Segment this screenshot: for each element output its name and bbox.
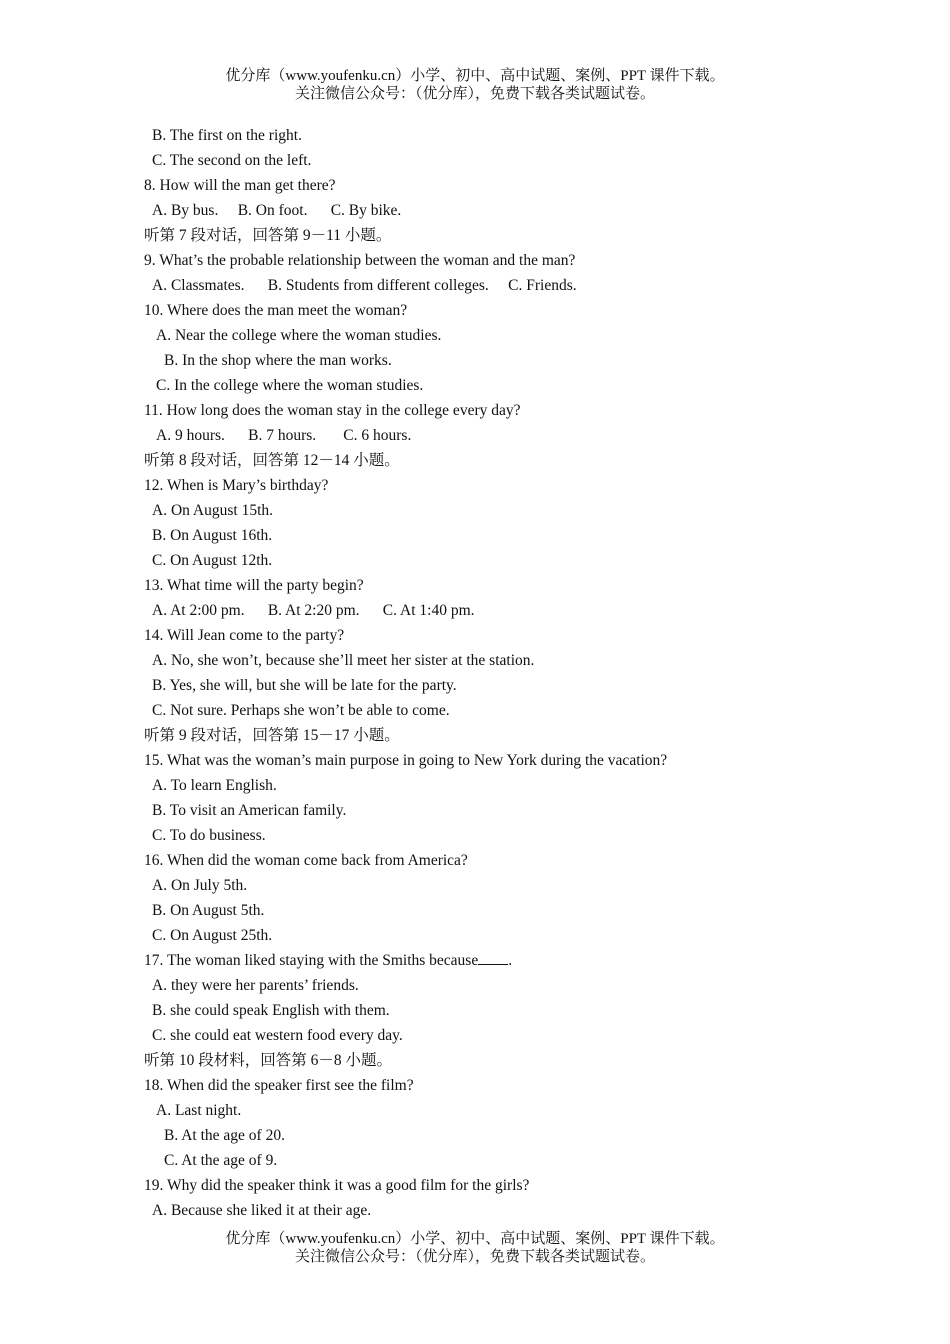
line-text: B. In the shop where the man works. [164, 352, 392, 369]
line-text: B. she could speak English with them. [152, 1002, 390, 1019]
answer-option [144, 373, 844, 398]
footer-line-1: 优分库（www.youfenku.cn）小学、初中、高中试题、案例、PPT 课件下载。 [225, 1231, 725, 1247]
line-text: 9. What’s the probable relationship between the woman and the man? [144, 252, 576, 269]
question-text [144, 1173, 844, 1198]
question-text [144, 473, 844, 498]
line-text: A. At 2:00 pm. B. At 2:20 pm. C. At 1:40 pm. [152, 602, 475, 619]
answer-option [144, 423, 844, 448]
question-text [144, 848, 844, 873]
line-text: A. By bus. B. On foot. C. By bike. [152, 202, 402, 219]
line-text: C. Not sure. Perhaps she won’t be able to come. [152, 702, 450, 719]
answer-blank [478, 950, 508, 965]
line-text: B. On August 16th. [152, 527, 273, 544]
line-text: 18. When did the speaker first see the film? [144, 1077, 414, 1094]
answer-option [144, 198, 844, 223]
line-text: C. The second on the left. [152, 152, 312, 169]
answer-option [144, 898, 844, 923]
section-instruction [144, 223, 844, 248]
line-text: 11. How long does the woman stay in the college every day? [144, 402, 521, 419]
answer-option [144, 648, 844, 673]
answer-option [144, 798, 844, 823]
line-text: A. No, she won’t, because she’ll meet her sister at the station. [152, 652, 535, 669]
section-instruction [144, 448, 844, 473]
page-footer [0, 1230, 950, 1266]
line-text: A. Because she liked it at their age. [152, 1202, 372, 1219]
answer-option [144, 273, 844, 298]
header-line-1: 优分库（www.youfenku.cn）小学、初中、高中试题、案例、PPT 课件下载。 [225, 68, 725, 84]
question-text [144, 623, 844, 648]
answer-option [144, 123, 844, 148]
line-text: C. she could eat western food every day. [152, 1027, 403, 1044]
line-text: C. On August 25th. [152, 927, 273, 944]
line-text: 15. What was the woman’s main purpose in going to New York during the vacation? [144, 752, 668, 769]
line-text: A. Classmates. B. Students from different colleges. C. Friends. [152, 277, 577, 294]
line-text: A. To learn English. [152, 777, 277, 794]
question-text [144, 398, 844, 423]
line-text: 听第 10 段材料，回答第 6－8 小题。 [144, 1052, 393, 1069]
line-text: A. On August 15th. [152, 502, 273, 519]
line-text: A. 9 hours. B. 7 hours. C. 6 hours. [156, 427, 412, 444]
line-text: A. they were her parents’ friends. [152, 977, 359, 994]
answer-option [144, 1148, 844, 1173]
answer-option [144, 498, 844, 523]
line-text: A. Last night. [156, 1102, 242, 1119]
question-text [144, 948, 844, 973]
answer-option [144, 923, 844, 948]
question-text [144, 748, 844, 773]
answer-option [144, 323, 844, 348]
line-text: 10. Where does the man meet the woman? [144, 302, 408, 319]
section-instruction [144, 723, 844, 748]
line-text: A. Near the college where the woman studies. [156, 327, 442, 344]
answer-option [144, 998, 844, 1023]
answer-option [144, 973, 844, 998]
section-instruction [144, 1048, 844, 1073]
line-text: C. At the age of 9. [164, 1152, 278, 1169]
line-text: A. On July 5th. [152, 877, 248, 894]
answer-option [144, 523, 844, 548]
footer-line-2: 关注微信公众号：（优分库），免费下载各类试题试卷。 [294, 1249, 655, 1265]
question-text [144, 573, 844, 598]
line-text: B. On August 5th. [152, 902, 265, 919]
question-text [144, 1073, 844, 1098]
question-text [144, 248, 844, 273]
page-header [0, 67, 950, 103]
answer-option [144, 148, 844, 173]
line-text: 听第 8 段对话，回答第 12－14 小题。 [144, 452, 400, 469]
line-text: B. The first on the right. [152, 127, 302, 144]
answer-option [144, 873, 844, 898]
question-text [144, 173, 844, 198]
line-text: 19. Why did the speaker think it was a good film for the girls? [144, 1177, 530, 1194]
answer-option [144, 1023, 844, 1048]
line-text: 13. What time will the party begin? [144, 577, 364, 594]
line-text: C. On August 12th. [152, 552, 273, 569]
answer-option [144, 673, 844, 698]
line-text: C. In the college where the woman studies. [156, 377, 424, 394]
line-text: 14. Will Jean come to the party? [144, 627, 345, 644]
line-text: B. To visit an American family. [152, 802, 347, 819]
line-text: 17. The woman liked staying with the Smiths because [144, 952, 479, 969]
answer-option [144, 698, 844, 723]
answer-option [144, 1098, 844, 1123]
answer-option [144, 548, 844, 573]
line-text: 8. How will the man get there? [144, 177, 336, 194]
line-text: 听第 7 段对话，回答第 9－11 小题。 [144, 227, 392, 244]
answer-option [144, 1123, 844, 1148]
answer-option [144, 598, 844, 623]
answer-option [144, 348, 844, 373]
exam-content [144, 123, 844, 1223]
question-text [144, 298, 844, 323]
line-text: B. Yes, she will, but she will be late for the party. [152, 677, 457, 694]
answer-option [144, 1198, 844, 1223]
answer-option [144, 773, 844, 798]
line-suffix: . [508, 952, 513, 969]
line-text: 听第 9 段对话，回答第 15－17 小题。 [144, 727, 400, 744]
line-text: C. To do business. [152, 827, 266, 844]
header-line-2: 关注微信公众号：（优分库），免费下载各类试题试卷。 [294, 86, 655, 102]
answer-option [144, 823, 844, 848]
line-text: B. At the age of 20. [164, 1127, 285, 1144]
line-text: 16. When did the woman come back from America? [144, 852, 468, 869]
line-text: 12. When is Mary’s birthday? [144, 477, 329, 494]
